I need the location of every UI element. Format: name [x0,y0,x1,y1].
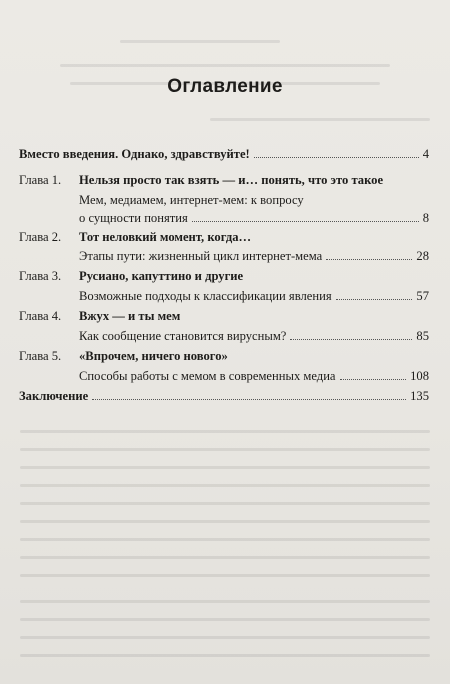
chapter-label: Глава 3. [19,269,62,283]
dot-leader [340,378,407,380]
subentry-title: Мем, медиамем, интернет-мем: к вопросу [79,193,304,207]
chapter-label: Глава 4. [19,309,62,323]
dot-leader [326,258,412,260]
page-number: 135 [410,389,429,403]
toc-subentry-4[interactable] [19,329,429,344]
dot-leader [336,298,413,300]
subentry-title: Способы работы с мемом в современных медиа [79,369,336,383]
subentry-title: Этапы пути: жизненный цикл интернет-мема [79,249,323,263]
toc-subentry-1-line1 [19,193,429,208]
chapter-title: Русиано, капуттино и другие [79,269,244,283]
toc-subentry-3[interactable] [19,289,429,304]
dot-leader [254,156,419,158]
dot-leader [192,220,419,222]
page-number: 108 [410,369,429,383]
page-number: 4 [422,147,429,161]
subentry-title: Возможные подходы к классификации явления [79,289,332,303]
chapter-title: Нельзя просто так взять — и… понять, что это такое [79,173,384,187]
toc-entry-title: Заключение [19,389,89,403]
toc-chapter-1[interactable] [19,173,429,188]
page-title: Оглавление [167,76,283,97]
toc-chapter-2[interactable] [19,230,429,245]
chapter-label: Глава 5. [19,349,62,363]
toc-entry-intro[interactable] [19,147,429,162]
page-number: 28 [416,249,429,263]
toc-subentry-5[interactable] [19,369,429,384]
dot-leader [290,338,412,340]
dot-leader [92,398,406,400]
page-number: 85 [416,329,429,343]
toc-entry-conclusion[interactable] [19,389,429,404]
subentry-title: Как сообщение становится вирусным? [79,329,287,343]
toc-subentry-2[interactable] [19,249,429,264]
toc-chapter-3[interactable] [19,269,429,284]
toc-chapter-4[interactable] [19,309,429,324]
chapter-title: Тот неловкий момент, когда… [79,230,252,244]
subentry-title: о сущности понятия [79,211,188,225]
chapter-label: Глава 2. [19,230,62,244]
page-number: 8 [422,211,429,225]
page-number: 57 [416,289,429,303]
toc-subentry-1[interactable] [19,211,429,226]
toc-chapter-5[interactable] [19,349,429,364]
toc-entry-title: Вместо введения. Однако, здравствуйте! [19,147,250,161]
chapter-title: Вжух — и ты мем [79,309,181,323]
chapter-title: «Впрочем, ничего нового» [79,349,228,363]
chapter-label: Глава 1. [19,173,62,187]
